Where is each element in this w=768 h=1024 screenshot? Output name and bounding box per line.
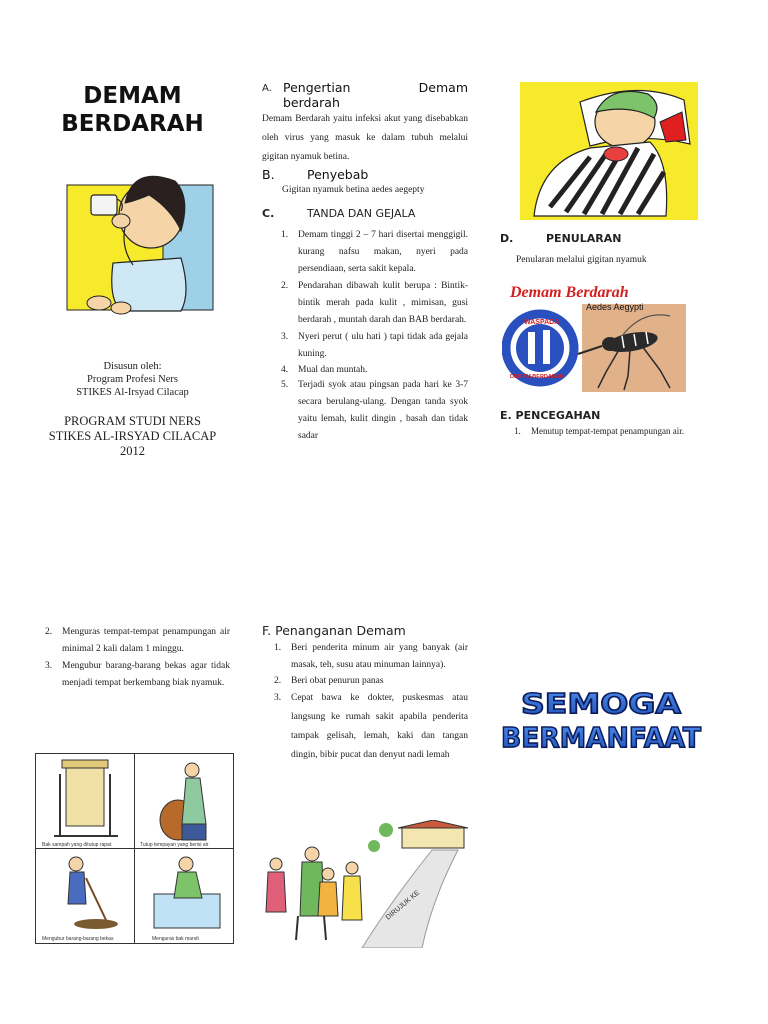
closing-wordart [498, 684, 704, 754]
closing-line-1: SEMOGA [521, 687, 682, 720]
list-item [274, 640, 468, 674]
list-item-number: 3. [281, 332, 289, 342]
list-item [281, 377, 468, 445]
section-c-heading: TANDA DAN GEJALA [307, 207, 416, 220]
section-e-letter: E. [500, 409, 512, 422]
list-item-text: Cepat bawa ke dokter, puskesmas atau langsung ke rumah sakit apabila penderita tampak gelisah, lemah, kaki dan tangan dingin, bibir pucat dan denyut nadi lemah [291, 693, 468, 760]
list-item [45, 624, 230, 658]
list-item-text: Pendarahan dibawah kulit berupa : Bintik-bintik merah pada kulit , mimisan, gusi berdarah , muntah darah dan BAB berdarah. [298, 281, 468, 325]
child-drinking-illustration [63, 153, 215, 318]
list-item-number: 3. [274, 693, 282, 703]
grid-caption: Bak sampah yang ditutup rapat [42, 842, 112, 848]
credit-line: STIKES Al-Irsyad Cilacap [76, 387, 189, 398]
referral-illustration [262, 820, 470, 948]
list-item-text: Menutup tempat-tempat penampungan air. [531, 426, 684, 436]
section-c-letter: C. [262, 207, 275, 220]
list-item [514, 425, 720, 437]
list-item [274, 674, 468, 689]
section-f [262, 623, 468, 765]
section-d-letter: D. [500, 232, 514, 245]
mosquito-illustration [502, 280, 686, 392]
list-item-number: 5. [281, 380, 289, 390]
section-b [262, 167, 468, 196]
section-a [262, 80, 468, 167]
section-e [500, 409, 720, 437]
list-item-number: 2. [274, 676, 282, 686]
grid-caption: Mengubur barang-barang bekas [42, 936, 114, 942]
symptoms-list [281, 227, 468, 445]
section-b-heading: Penyebab [307, 167, 369, 182]
list-item [281, 278, 468, 329]
list-item-text: Beri penderita minum air yang banyak (air masak, teh, susu atau minuman lainnya). [291, 643, 468, 670]
title-line-2: BERDARAH [61, 111, 204, 137]
brochure-title [40, 82, 225, 138]
list-item [281, 329, 468, 363]
section-a-letter: A. [262, 83, 272, 94]
credit-line: Disusun oleh: [103, 361, 162, 372]
title-line-1: DEMAM [83, 83, 182, 109]
list-item-number: 1. [514, 426, 521, 436]
program-block [30, 414, 235, 459]
credit-line: Program Profesi Ners [87, 374, 178, 385]
program-line: PROGRAM STUDI NERS [64, 414, 201, 428]
road-label: DIRUJUK KE [384, 889, 422, 922]
section-f-heading: Penanganan Demam [275, 623, 406, 638]
list-item-number: 1. [281, 230, 289, 240]
list-item-number: 2. [281, 281, 289, 291]
list-item [274, 689, 468, 765]
section-d-heading: PENULARAN [546, 232, 622, 245]
mosquito-title: Demam Berdarah [510, 284, 629, 301]
section-d-text: Penularan melalui gigitan nyamuk [516, 255, 647, 265]
program-year: 2012 [120, 444, 145, 458]
list-item [281, 363, 468, 377]
section-c [262, 207, 468, 445]
list-item-text: Beri obat penurun panas [291, 676, 384, 686]
mosquito-subtitle: Aedes Aegypti [586, 302, 644, 312]
sick-child-illustration [520, 82, 698, 220]
list-item-text: Nyeri perut ( ulu hati ) tapi tidak ada gejala kuning. [298, 332, 468, 359]
section-b-letter: B. [262, 167, 275, 182]
section-b-text: Gigitan nyamuk betina aedes aegepty [282, 185, 425, 195]
list-item-text: Demam tinggi 2 – 7 hari disertai menggigil. kurang nafsu makan, nyeri pada persendiaan, serta sakit kepala. [298, 230, 468, 274]
closing-line-2: BERMANFAAT [501, 721, 701, 754]
badge-bottom-text: DEMAM BERDARAH [510, 374, 564, 380]
list-item-text: Menguras tempat-tempat penampungan air minimal 2 kali dalam 1 minggu. [62, 627, 230, 654]
list-item-text: Mengubur barang-barang bekas agar tidak menjadi tempat berkembang biak nyamuk. [62, 661, 230, 688]
section-a-heading-line2: berdarah [283, 95, 340, 110]
list-item-text: Terjadi syok atau pingsan pada hari ke 3-7 secara berulang-ulang. Dengan tanda syok yaitu lemah, kulit dingin , basah dan tidak sadar [298, 380, 468, 441]
list-item-text: Mual dan muntah. [298, 365, 368, 375]
prevention-list-continued [45, 624, 230, 692]
section-a-heading [283, 80, 468, 110]
grid-caption: Tutup tempayan yang berisi air [140, 842, 209, 848]
credit-block [40, 360, 225, 399]
badge-top-text: WASPADA [524, 319, 560, 326]
section-a-text: Demam Berdarah yaitu infeksi akut yang disebabkan oleh virus yang masuk ke dalam tubuh melalui gigitan nyamuk betina. [262, 114, 468, 162]
list-item [281, 227, 468, 278]
list-item-number: 4. [281, 365, 289, 375]
program-line: STIKES AL-IRSYAD CILACAP [48, 429, 217, 443]
prevention-picture-grid [35, 753, 234, 944]
section-d [500, 232, 710, 266]
section-e-heading: PENCEGAHAN [515, 409, 601, 422]
list-item [45, 658, 230, 692]
list-item-number: 2. [45, 627, 53, 637]
prevention-list [514, 425, 720, 437]
section-f-letter: F. [262, 623, 272, 638]
grid-caption: Menguras bak mandi [152, 936, 199, 942]
section-a-heading-line1: Pengertian Demam [283, 80, 468, 95]
list-item-number: 1. [274, 643, 282, 653]
list-item-number: 3. [45, 661, 53, 671]
treatment-list [274, 640, 468, 765]
